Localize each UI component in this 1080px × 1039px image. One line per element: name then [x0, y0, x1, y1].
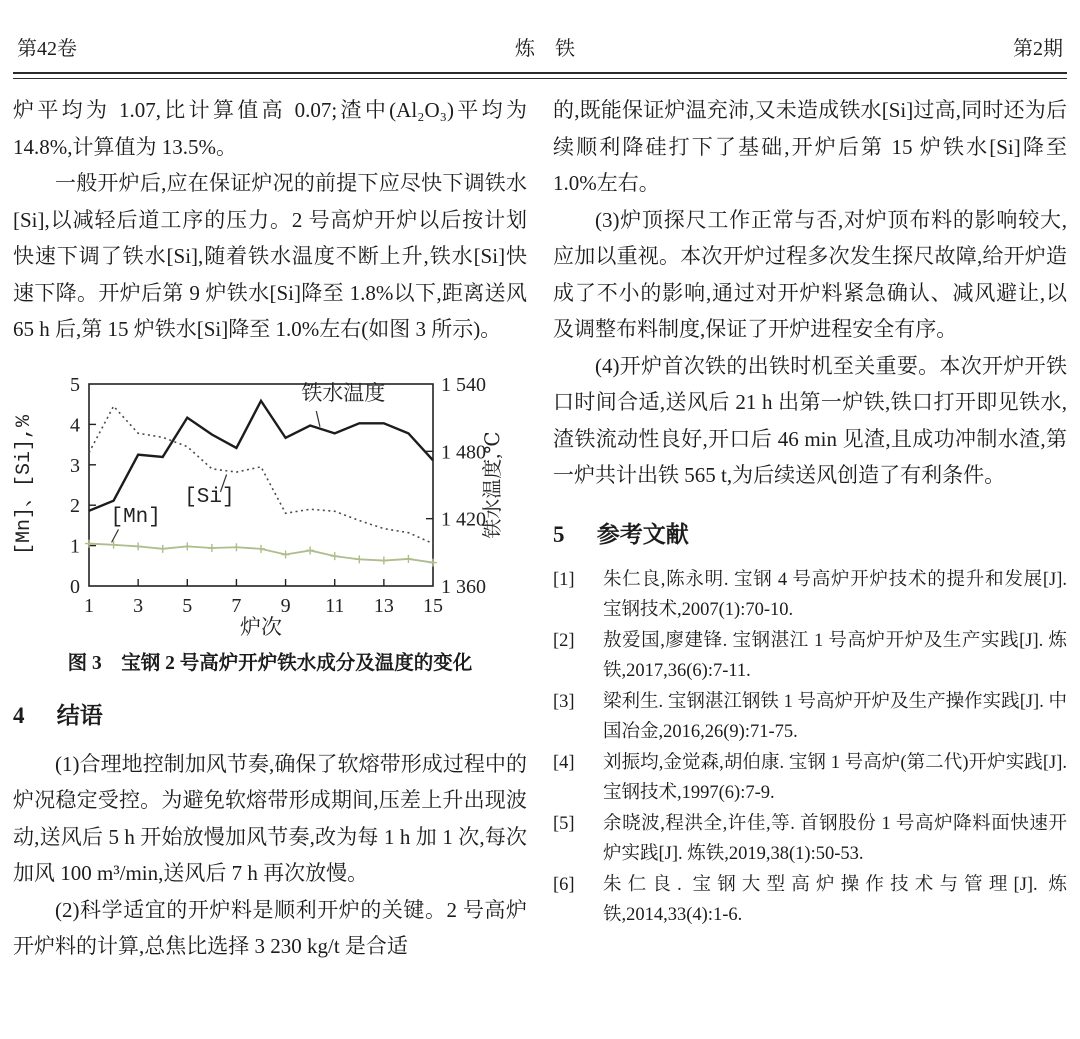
svg-text:4: 4 — [70, 413, 80, 436]
svg-text:铁水温度: 铁水温度 — [301, 380, 386, 405]
svg-text:7: 7 — [231, 594, 242, 617]
svg-text:[Mn]、[Si],%: [Mn]、[Si],% — [13, 414, 36, 555]
svg-text:炉次: 炉次 — [240, 614, 282, 639]
paragraph: (3)炉顶探尺工作正常与否,对炉顶布料的影响较大,应加以重视。本次开炉过程多次发生探尺故障,给开炉造成了不小的影响,通过对开炉料紧急确认、减风避让,以及调整布料制度,保证了开炉进程安全有序。 — [553, 207, 1067, 341]
reference-text: 朱仁良. 宝钢大型高炉操作技术与管理[J]. 炼铁,2014,33(4):1-6. — [603, 874, 1067, 925]
reference-item — [553, 748, 1067, 809]
paragraph: (4)开炉首次铁的出铁时机至关重要。本次开炉开铁口时间合适,送风后 21 h 出第一炉铁,铁口打开即见铁水,渣铁流动性良好,开口后 46 min 见渣,且成功冲制水渣,第一炉共计出铁 565 t,为后续送风创造了有利条件。 — [553, 353, 1067, 487]
reference-item — [553, 870, 1067, 931]
reference-text: 梁利生. 宝钢湛江钢铁 1 号高炉开炉及生产操作实践[J]. 中国冶金,2016,26(9):71-75. — [603, 691, 1067, 742]
reference-text: 朱仁良,陈永明. 宝钢 4 号高炉开炉技术的提升和发展[J]. 宝钢技术,2007(1):70-10. — [603, 569, 1067, 620]
section5-heading — [553, 516, 1067, 549]
journal-title: 炼 铁 — [515, 38, 575, 60]
reference-number: [4] — [553, 752, 575, 773]
reference-item — [553, 626, 1067, 687]
section5-title: 参考文献 — [596, 521, 689, 547]
reference-text: 余晓波,程洪全,许佳,等. 首钢股份 1 号高炉降料面快速开炉实践[J]. 炼铁,2019,38(1):50-53. — [603, 813, 1067, 864]
section4-title: 结语 — [56, 702, 103, 728]
svg-text:0: 0 — [70, 575, 80, 598]
section4-number: 4 — [13, 702, 25, 728]
reference-text: 刘振均,金觉森,胡伯康. 宝钢 1 号高炉(第二代)开炉实践[J]. 宝钢技术,1997(6):7-9. — [603, 752, 1067, 803]
paragraph: 一般开炉后,应在保证炉况的前提下应尽快下调铁水[Si],以减轻后道工序的压力。2 号高炉开炉以后按计划快速下调了铁水[Si],随着铁水温度不断上升,铁水[Si]快速下降。开炉后第 9 炉铁水[Si]降至 1.8%以下,距离送风 65 h 后,第 15 炉铁水[Si]降至 1.0%左右(如图 3 所示)。 — [13, 171, 527, 341]
svg-text:1 480: 1 480 — [441, 440, 486, 463]
figure3-caption: 图 3 宝钢 2 号高炉开炉铁水成分及温度的变化 — [67, 652, 473, 674]
svg-text:11: 11 — [325, 594, 345, 617]
section5-number: 5 — [553, 521, 565, 547]
reference-number: [2] — [553, 630, 575, 651]
reference-item — [553, 565, 1067, 626]
svg-text:9: 9 — [280, 594, 291, 617]
right-column — [553, 92, 1067, 965]
reference-text: 敖爱国,廖建锋. 宝钢湛江 1 号高炉开炉及生产实践[J]. 炼铁,2017,36(6):7-11. — [603, 630, 1067, 681]
page-header — [13, 0, 1067, 72]
paragraph: (2)科学适宜的开炉料是顺利开炉的关键。2 号高炉开炉料的计算,总焦比选择 3 230 kg/t 是合适 — [13, 897, 527, 958]
svg-text:1: 1 — [70, 535, 80, 558]
section4-heading — [13, 697, 527, 730]
left-column — [13, 92, 527, 965]
paragraph-continuation: 的,既能保证炉温充沛,又未造成铁水[Si]过高,同时还为后续顺利降硅打下了基础,开炉后第 15 炉铁水[Si]降至 1.0%左右。 — [553, 98, 1067, 195]
svg-text:1: 1 — [84, 594, 94, 617]
reference-item — [553, 687, 1067, 748]
svg-text:15: 15 — [423, 594, 443, 617]
svg-text:3: 3 — [133, 594, 144, 617]
figure3-chart — [13, 372, 507, 640]
reference-number: [1] — [553, 569, 575, 590]
svg-text:13: 13 — [373, 594, 394, 617]
paragraph-continuation: 炉平均为 1.07,比计算值高 0.07;渣中(Al₂O₃)平均为 14.8%,计算值为 13.5%。 — [13, 98, 527, 159]
reference-list — [553, 565, 1067, 931]
volume-label: 第42卷 — [17, 38, 77, 60]
svg-text:1 360: 1 360 — [441, 575, 486, 598]
header-rule — [13, 72, 1067, 79]
svg-text:铁水温度,℃: 铁水温度,℃ — [482, 430, 504, 539]
reference-item — [553, 809, 1067, 870]
reference-number: [3] — [553, 691, 575, 712]
svg-text:3: 3 — [70, 454, 80, 477]
svg-text:[Mn]: [Mn] — [110, 505, 161, 529]
reference-number: [6] — [553, 874, 575, 895]
reference-number: [5] — [553, 813, 575, 834]
svg-text:1 540: 1 540 — [441, 373, 486, 396]
svg-text:[Si]: [Si] — [184, 485, 235, 509]
paragraph: (1)合理地控制加风节奏,确保了软熔带形成过程中的炉况稳定受控。为避免软熔带形成期间,压差上升出现波动,送风后 5 h 开始放慢加风节奏,改为每 1 h 加 1 次,每次加风 100 m³/min,送风后 7 h 再次放慢。 — [13, 751, 527, 885]
svg-text:5: 5 — [70, 373, 80, 396]
svg-text:5: 5 — [182, 594, 193, 617]
two-column-layout — [13, 92, 1067, 965]
issue-label: 第2期 — [1013, 38, 1063, 60]
svg-text:1 420: 1 420 — [441, 508, 486, 531]
svg-text:2: 2 — [70, 494, 80, 517]
figure3 — [13, 372, 527, 675]
